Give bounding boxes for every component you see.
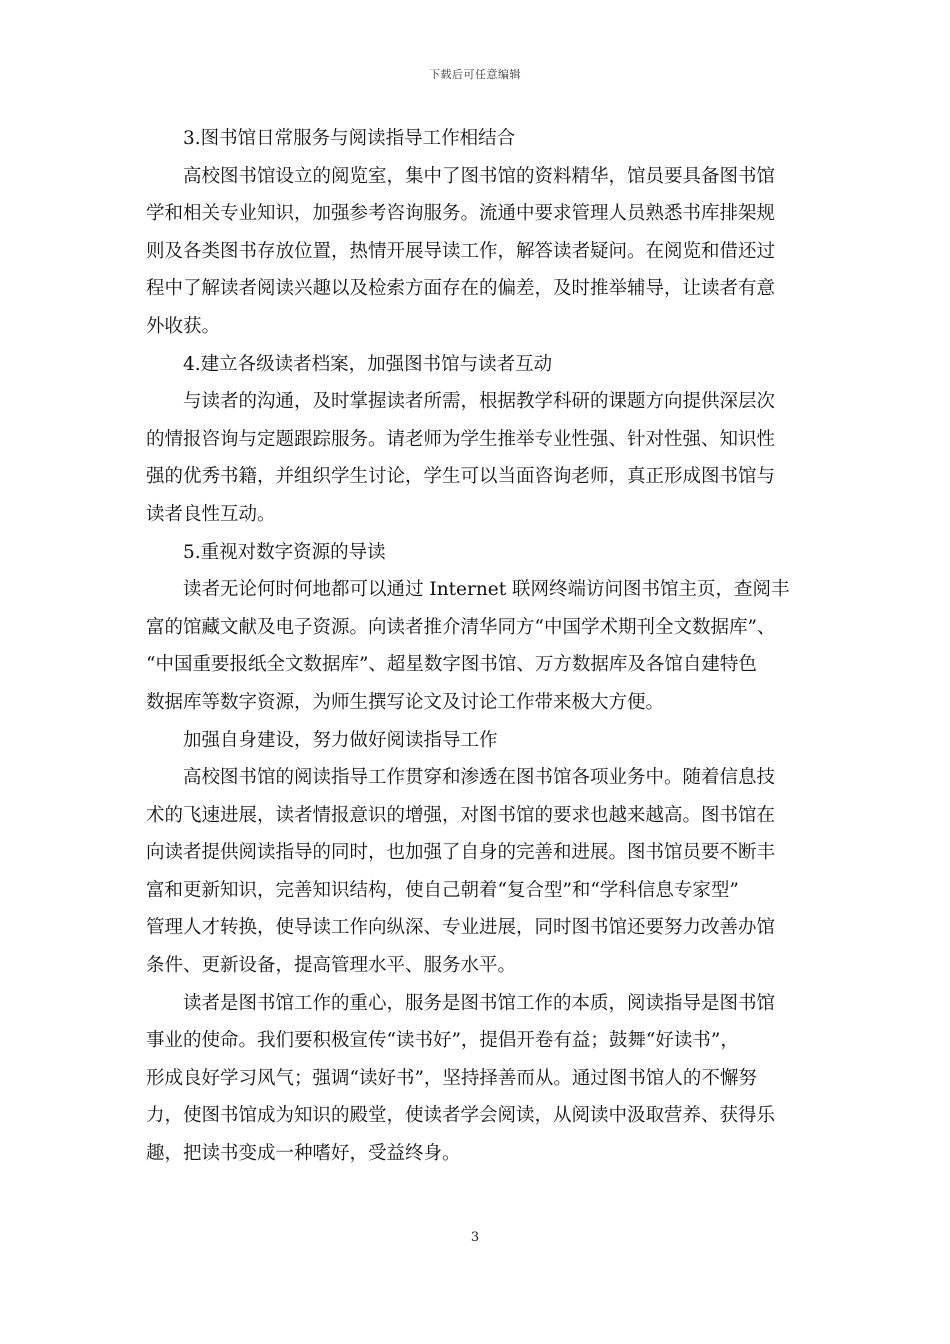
- text-line: “中国重要报纸全文数据库”、超星数字图书馆、万方数据库及各馆自建特色: [146, 654, 757, 676]
- text-line: 力，使图书馆成为知识的殿堂，使读者学会阅读，从阅读中汲取营养、获得乐: [146, 1105, 776, 1127]
- text-line: 管理人才转换，使导读工作向纵深、专业进展，同时图书馆还要努力改善办馆: [146, 917, 776, 939]
- page-number: 3: [470, 1230, 480, 1245]
- text-line: 加强自身建设，努力做好阅读指导工作: [183, 729, 498, 751]
- text-line: 读者良性互动。: [146, 503, 276, 525]
- text-line: 强的优秀书籍，并组织学生讨论，学生可以当面咨询老师，真正形成图书馆与: [146, 466, 776, 488]
- text-line: 趣，把读书变成一种嗜好，受益终身。: [146, 1143, 461, 1165]
- text-line: 学和相关专业知识，加强参考咨询服务。流通中要求管理人员熟悉书库排架规: [146, 203, 776, 225]
- text-line: 程中了解读者阅读兴趣以及检索方面存在的偏差，及时推举辅导，让读者有意: [146, 278, 776, 300]
- text-line: 读者无论何时何地都可以通过 Internet 联网终端访问图书馆主页，查阅丰: [183, 579, 790, 601]
- text-line: 的情报咨询与定题跟踪服务。请老师为学生推举专业性强、针对性强、知识性: [146, 428, 776, 450]
- text-line: 则及各类图书存放位置，热情开展导读工作，解答读者疑问。在阅览和借还过: [146, 240, 776, 262]
- text-line: 数据库等数字资源，为师生撰写论文及讨论工作带来极大方便。: [146, 691, 665, 713]
- text-line: 3.图书馆日常服务与阅读指导工作相结合: [183, 128, 516, 149]
- document-body: [146, 120, 808, 1173]
- text-line: 5.重视对数字资源的导读: [183, 541, 386, 563]
- text-line: 事业的使命。我们要积极宣传“读书好”，提倡开卷有益；鼓舞“好读书”，: [146, 1030, 739, 1052]
- text-line: 读者是图书馆工作的重心，服务是图书馆工作的本质，阅读指导是图书馆: [183, 992, 776, 1014]
- text-line: 富的馆藏文献及电子资源。向读者推介清华同方“中国学术期刊全文数据库”、: [146, 616, 776, 638]
- text-line: 高校图书馆的阅读指导工作贯穿和渗透在图书馆各项业务中。随着信息技: [183, 767, 776, 789]
- text-line: 富和更新知识，完善知识结构，使自己朝着“复合型”和“学科信息专家型”: [146, 879, 739, 901]
- text-line: 与读者的沟通，及时掌握读者所需，根据教学科研的课题方向提供深层次: [183, 391, 776, 413]
- text-line: 条件、更新设备，提高管理水平、服务水平。: [146, 955, 517, 977]
- text-line: 术的飞速进展，读者情报意识的增强，对图书馆的要求也越来越高。图书馆在: [146, 804, 776, 826]
- text-line: 4.建立各级读者档案，加强图书馆与读者互动: [183, 353, 553, 375]
- text-line: 向读者提供阅读指导的同时，也加强了自身的完善和进展。图书馆员要不断丰: [146, 842, 776, 864]
- page-header: 下载后可任意编辑: [429, 68, 521, 81]
- text-line: 高校图书馆设立的阅览室，集中了图书馆的资料精华，馆员要具备图书馆: [183, 165, 776, 187]
- text-line: 外收获。: [146, 315, 221, 337]
- text-line: 形成良好学习风气；强调“读好书”，坚持择善而从。通过图书馆人的不懈努: [146, 1067, 757, 1089]
